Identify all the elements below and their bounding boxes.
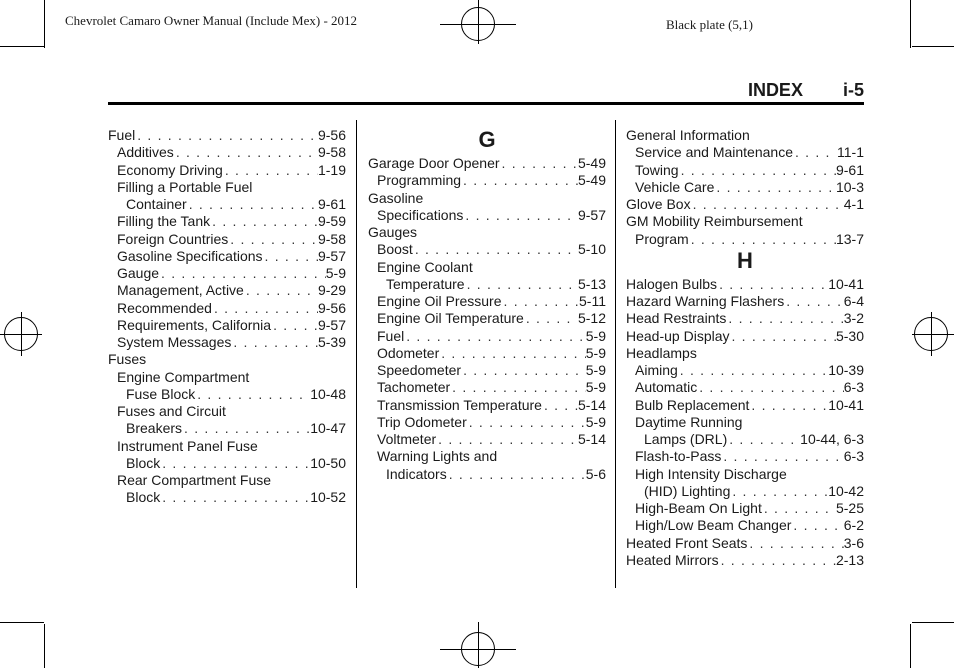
dot-leader [467,414,586,431]
index-entry [108,282,346,299]
index-entry [626,328,864,345]
entry-page-ref: 6-3 [843,379,864,396]
entry-page-ref: 5-14 [577,431,606,447]
entry-label: Gasoline [368,189,424,206]
index-entry [108,472,346,489]
index-entry [626,397,864,414]
index-entry [626,345,864,362]
entry-label: Vehicle Care [635,178,715,195]
entry-label: Hazard Warning Flashers [626,293,785,309]
entry-page-ref: 10-47 [310,420,346,437]
dot-leader [747,535,843,552]
entry-label: Voltmeter [377,431,437,447]
dot-leader [762,500,836,517]
entry-label: Towing [635,161,679,178]
entry-label: Foreign Countries [117,230,229,247]
dot-leader [691,196,844,213]
dot-leader [697,379,844,396]
entry-label: Bulb Replacement [635,396,750,413]
entry-page-ref: 6-3 [843,448,864,465]
entry-label: Filling a Portable Fuel [117,178,253,195]
dot-leader [461,172,578,189]
index-entry [368,379,606,396]
entry-page-ref: 5-9 [585,379,606,396]
entry-page-ref: 9-57 [577,206,606,223]
index-entry [626,293,864,310]
dot-leader [721,448,843,465]
index-entry [108,265,346,282]
dot-leader [730,328,836,345]
index-entry [368,431,606,448]
entry-label: Warning Lights and [377,448,498,465]
dot-leader [210,213,318,230]
entry-label: Specifications [377,206,464,223]
dot-leader [461,362,586,379]
entry-label: Automatic [635,379,698,396]
dot-leader [159,265,326,282]
entry-page-ref: 10-48 [310,385,346,402]
entry-label: Tachometer [377,379,451,396]
index-entry [626,276,864,293]
entry-page-ref: 5-39 [317,334,346,350]
entry-page-ref: 9-57 [317,316,346,333]
dot-leader [263,248,318,265]
index-entry [368,466,606,483]
index-entry [108,196,346,213]
manual-title: Chevrolet Camaro Owner Manual (Include Mex) - 2012 [65,13,358,28]
index-entry [108,455,346,472]
index-entry [626,552,864,569]
plate-label: Black plate (5,1) [666,17,753,32]
entry-label: Halogen Bulbs [626,275,718,292]
index-entry [108,420,346,437]
index-entry [626,162,864,179]
index-entry [368,397,606,414]
entry-label: Engine Coolant [377,258,473,275]
index-entry [368,190,606,207]
entry-label: Lamps (DRL) [644,431,728,447]
entry-label: Fuse Block [126,385,196,402]
entry-label: Fuses [108,351,147,368]
index-entry [368,328,606,345]
entry-page-ref: 5-9 [585,344,606,361]
entry-page-ref: 10-44, 6-3 [800,431,864,447]
entry-label: System Messages [117,334,232,350]
dot-leader [135,127,318,144]
index-entry [626,500,864,517]
index-entry [626,127,864,144]
dot-leader [231,334,318,351]
entry-label: Trip Odometer [377,413,467,430]
entry-label: Requirements, California [117,316,272,333]
dot-leader [187,196,318,213]
entry-page-ref: 9-29 [317,282,346,299]
index-letter-heading: G [478,127,496,152]
index-entry [108,489,346,506]
entry-page-ref: 5-49 [577,155,606,171]
entry-page-ref: 10-3 [835,178,864,195]
entry-page-ref: 5-9 [585,413,606,430]
entry-label: Heated Front Seats [626,534,748,551]
entry-label: Head Restraints [626,310,727,327]
entry-label: Head-up Display [626,327,730,344]
index-entry [108,334,346,351]
entry-page-ref: 10-39 [828,362,864,378]
entry-label: Odometer [377,344,440,361]
dot-leader [271,317,318,334]
index-entry [626,535,864,552]
entry-page-ref: 5-6 [585,465,606,482]
index-entry [108,127,346,144]
dot-leader [749,397,828,414]
entry-label: Programming [377,172,462,189]
entry-page-ref: 5-13 [577,275,606,292]
entry-page-ref: 2-13 [835,551,864,568]
entry-page-ref: 9-56 [317,127,346,143]
dot-leader [679,162,836,179]
entry-page-ref: 5-25 [835,500,864,516]
index-entry [368,345,606,362]
index-entry [626,466,864,483]
index-entry [108,386,346,403]
index-entry [108,300,346,317]
entry-label: Engine Compartment [117,368,250,385]
section-name: INDEX [747,80,803,100]
dot-leader [182,420,310,437]
entry-label: Aiming [635,362,678,378]
dot-leader [404,328,586,345]
index-letter-heading: H [737,247,753,273]
index-entry [368,155,606,172]
entry-label: Heated Mirrors [626,551,719,568]
index-entry [108,403,346,420]
dot-leader [413,241,578,258]
index-entry [368,448,606,465]
entry-label: Block [126,454,161,471]
index-entry [368,276,606,293]
entry-page-ref: 6-2 [843,517,864,534]
entry-label: Gauges [368,224,418,240]
index-entry [108,317,346,334]
entry-label: Speedometer [377,362,462,378]
entry-page-ref: 10-42 [828,482,864,499]
entry-page-ref: 5-12 [577,310,606,327]
entry-label: Flash-to-Pass [635,448,722,465]
index-entry [368,293,606,310]
column-divider-1 [356,120,357,588]
entry-label: Additives [117,144,174,161]
entry-label: Program [635,230,689,247]
entry-page-ref: 3-6 [843,534,864,551]
index-entry [626,231,864,248]
entry-page-ref: 9-58 [317,144,346,161]
entry-label: Filling the Tank [117,213,211,230]
dot-leader [436,431,578,448]
index-entry [368,207,606,224]
dot-leader [678,362,828,379]
entry-page-ref: 10-41 [828,396,864,413]
entry-page-ref: 13-7 [835,230,864,247]
dot-leader [730,483,828,500]
entry-label: Indicators [386,465,447,482]
index-entry [626,414,864,431]
entry-page-ref: 9-61 [317,196,346,212]
index-entry [368,414,606,431]
dot-leader [463,207,578,224]
entry-label: Transmission Temperature [377,396,542,413]
entry-label: Gauge [117,265,160,281]
index-entry [108,438,346,455]
index-column-2 [368,127,606,483]
dot-leader [223,162,318,179]
entry-label: Management, Active [117,282,244,299]
entry-label: Headlamps [626,344,697,361]
index-entry [626,379,864,396]
dot-leader [524,310,578,327]
index-entry [108,162,346,179]
entry-label: Fuel [377,327,405,344]
entry-page-ref: 10-52 [310,489,346,506]
entry-label: Engine Oil Temperature [377,310,524,327]
index-entry [368,362,606,379]
entry-label: High-Beam On Light [635,500,762,516]
dot-leader [717,276,828,293]
entry-label: Recommended [117,299,212,316]
entry-label: Boost [377,241,413,258]
entry-label: Rear Compartment Fuse [117,472,272,488]
entry-label: Gasoline Specifications [117,247,263,264]
entry-page-ref: 5-49 [577,172,606,189]
entry-label: High Intensity Discharge [635,465,787,482]
entry-label: General Information [626,127,750,143]
dot-leader [244,282,318,299]
dot-leader [719,552,836,569]
index-entry [626,144,864,161]
column-divider-2 [615,120,616,588]
index-entry [108,179,346,196]
dot-leader [727,431,800,448]
entry-label: High/Low Beam Changer [635,517,792,534]
entry-label: Instrument Panel Fuse [117,437,258,454]
header-rule [108,102,864,105]
entry-page-ref: 9-59 [317,213,346,230]
index-entry [626,362,864,379]
dot-leader [500,155,578,172]
entry-page-ref: 9-61 [835,161,864,178]
dot-leader [160,489,310,506]
entry-label: GM Mobility Reimbursement [626,213,803,230]
dot-leader [726,310,843,327]
index-entry [108,369,346,386]
entry-page-ref: 1-19 [317,161,346,178]
entry-page-ref: 10-41 [828,275,864,292]
entry-label: Engine Oil Pressure [377,293,502,309]
dot-leader [195,386,310,403]
entry-label: Temperature [386,275,465,292]
index-entry [626,196,864,213]
dot-leader [174,144,318,161]
dot-leader [450,379,586,396]
index-entry [368,310,606,327]
index-entry [368,259,606,276]
entry-label: Fuel [108,127,136,143]
dot-leader [793,144,837,161]
index-entry [626,431,864,448]
index-column-1 [108,127,346,507]
index-entry [108,351,346,368]
entry-page-ref: 5-9 [585,362,606,378]
index-entry [626,179,864,196]
entry-label: Economy Driving [117,161,223,178]
dot-leader [542,397,578,414]
entry-page-ref: 4-1 [843,196,864,212]
entry-label: Glove Box [626,196,691,212]
index-entry [626,517,864,534]
index-entry [108,213,346,230]
dot-leader [689,231,836,248]
dot-leader [791,517,843,534]
entry-page-ref: 9-58 [317,230,346,247]
entry-label: Service and Maintenance [635,144,793,161]
entry-page-ref: 9-56 [317,299,346,316]
index-entry [108,248,346,265]
dot-leader [160,455,310,472]
entry-label: Container [126,196,187,212]
entry-label: Daytime Running [635,413,743,430]
entry-label: Breakers [126,420,183,437]
entry-page-ref: 3-2 [843,310,864,327]
dot-leader [447,466,586,483]
entry-page-ref: 5-14 [577,396,606,413]
index-entry [368,241,606,258]
entry-page-ref: 11-1 [837,144,864,161]
entry-page-ref: 5-30 [835,327,864,344]
index-column-3 [626,127,864,569]
index-entry [368,224,606,241]
index-entry [626,310,864,327]
dot-leader [714,179,836,196]
entry-page-ref: 5-9 [325,265,346,281]
index-entry [626,213,864,230]
entry-label: Garage Door Opener [368,155,500,171]
dot-leader [502,293,580,310]
index-entry [368,172,606,189]
entry-page-ref: 5-10 [577,241,606,258]
dot-leader [784,293,844,310]
entry-page-ref: 10-50 [310,454,346,471]
entry-page-ref: 6-4 [843,293,864,309]
entry-page-ref: 9-57 [317,247,346,264]
section-title [748,80,864,101]
entry-label: (HID) Lighting [644,482,731,499]
page-number: i-5 [842,80,864,100]
dot-leader [465,276,578,293]
entry-page-ref: 5-11 [579,293,606,309]
dot-leader [439,345,586,362]
entry-page-ref: 5-9 [585,327,606,344]
index-entry [626,448,864,465]
index-entry [108,144,346,161]
index-entry [108,231,346,248]
index-entry [626,483,864,500]
dot-leader [228,231,318,248]
entry-label: Block [126,489,161,506]
dot-leader [212,300,318,317]
entry-label: Fuses and Circuit [117,403,226,419]
